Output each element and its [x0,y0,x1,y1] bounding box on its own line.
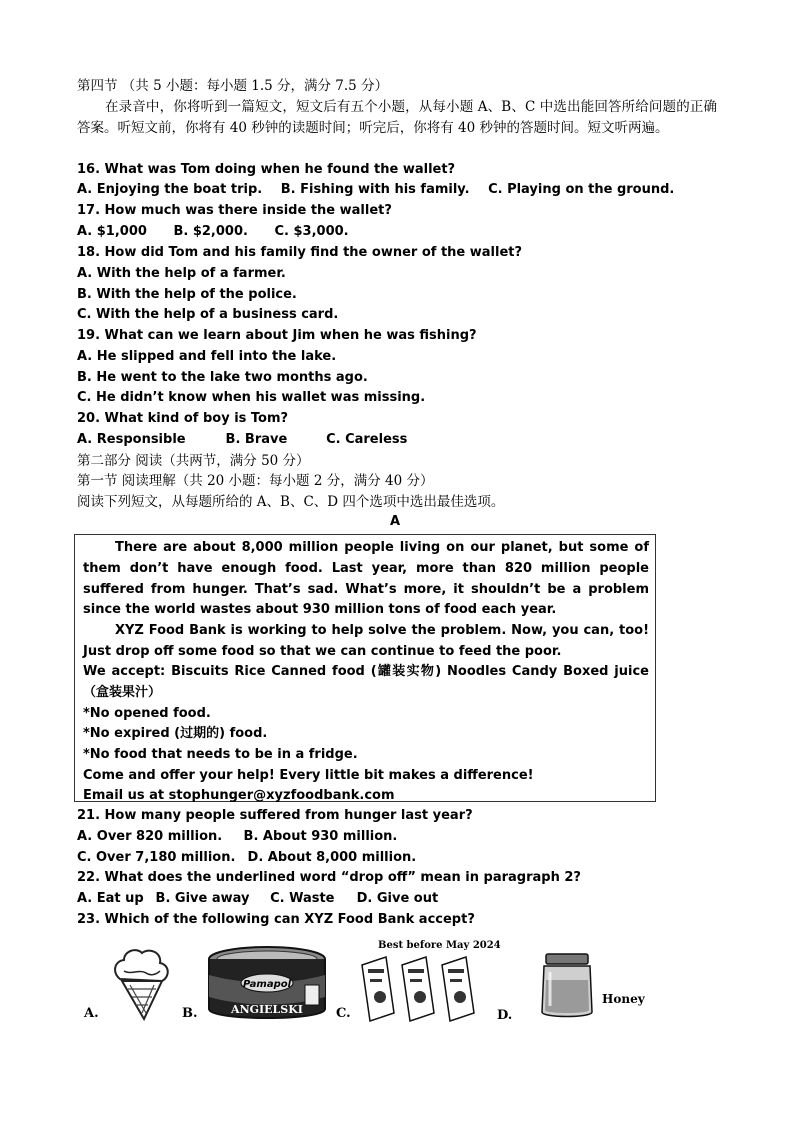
option-c[interactable]: C. $3,000. [274,224,349,239]
question-20: 20. What kind of boy is Tom? [77,411,289,426]
question-17: 17. How much was there inside the wallet? [77,203,392,218]
option-c[interactable]: C. Playing on the ground. [488,182,675,197]
question-19: 19. What can we learn about Jim when he was fishing? [77,328,477,343]
section4-heading: 第四节 （共 5 小题：每小题 1.5 分，满分 7.5 分） [77,78,389,94]
picture-label-a[interactable]: A. [84,1006,99,1021]
best-before-text: Best before May 2024 [378,940,501,951]
option-d[interactable]: D. Give out [356,891,439,906]
passage-paragraph-1: There are about 8,000 million people living on our planet, but some of them don’t have enough food. Last year, more than 820 million people suffered from hunger. That’s sad. What’s more, it shouldn’t be a problem since the world wastes about 930 million tons of food each year. [83,540,649,618]
option-b[interactable]: B. Brave [225,432,288,447]
question-20-options [77,430,407,450]
picture-label-c[interactable]: C. [336,1006,351,1021]
passage-label: A [390,514,401,529]
boxed-juice-icon [356,955,480,1023]
question-19-option-c[interactable]: C. He didn’t know when his wallet was missing. [77,390,426,405]
section4-instruction: 在录音中，你将听到一篇短文，短文后有五个小题，从每小题 A、B、C 中选出能回答所给问题的正确答案。听短文前，你将有 40 秒钟的读题时间；听完后，你将有 40 秒钟的答题时间。短文听两遍。 [77,99,717,136]
passage-box [74,534,656,802]
question-16: 16. What was Tom doing when he found the wallet? [77,162,456,177]
option-a[interactable]: A. $1,000 [77,224,147,239]
question-18-option-c[interactable]: C. With the help of a business card. [77,307,339,322]
question-18: 18. How did Tom and his family find the owner of the wallet? [77,245,523,260]
option-c[interactable]: C. Over 7,180 million. [77,850,236,865]
ice-cream-icon [106,945,178,1023]
question-21-options-row2 [77,848,416,868]
question-17-options [77,222,349,242]
option-a[interactable]: A. Eat up [77,891,144,906]
option-b[interactable]: B. About 930 million. [243,829,398,844]
question-16-options [77,180,674,200]
option-d[interactable]: D. About 8,000 million. [247,850,417,865]
canned-food-icon [205,945,329,1025]
part2-instruction: 阅读下列短文，从每题所给的 A、B、C、D 四个选项中选出最佳选项。 [77,494,505,510]
can-brand-text: Pamapol [242,979,292,990]
option-b[interactable]: B. $2,000. [173,224,248,239]
picture-label-b[interactable]: B. [182,1006,198,1021]
option-a[interactable]: A. Over 820 million. [77,829,223,844]
option-b[interactable]: B. Give away [155,891,250,906]
option-c[interactable]: C. Waste [270,891,335,906]
option-b[interactable]: B. Fishing with his family. [280,182,470,197]
question-19-option-a[interactable]: A. He slipped and fell into the lake. [77,349,337,364]
question-23: 23. Which of the following can XYZ Food Bank accept? [77,912,475,927]
passage-email[interactable]: Email us at stophunger@xyzfoodbank.com [83,788,395,803]
can-label-text: ANGIELSKI [231,1003,303,1016]
question-22-options [77,889,438,909]
passage-call-to-action: Come and offer your help! Every little bit makes a difference! [83,768,534,783]
honey-jar-icon [536,952,598,1020]
option-a[interactable]: A. Responsible [77,432,186,447]
part2-section1-heading: 第一节 阅读理解（共 20 小题：每小题 2 分，满分 40 分） [77,473,434,489]
part2-heading: 第二部分 阅读（共两节，满分 50 分） [77,453,310,469]
passage-paragraph-2: XYZ Food Bank is working to help solve the problem. Now, you can, too! Just drop off some food so that we can continue to feed the poor. [83,623,649,659]
question-21: 21. How many people suffered from hunger last year? [77,808,473,823]
question-18-option-b[interactable]: B. With the help of the police. [77,287,297,302]
passage-accept-list: We accept: Biscuits Rice Canned food (罐装实物) Noodles Candy Boxed juice（盒装果汁） [83,664,649,700]
passage-rule-opened: *No opened food. [83,706,211,721]
question-18-option-a[interactable]: A. With the help of a farmer. [77,266,286,281]
passage-rule-fridge: *No food that needs to be in a fridge. [83,747,358,762]
question-21-options-row1 [77,827,397,847]
option-a[interactable]: A. Enjoying the boat trip. [77,182,263,197]
honey-label: Honey [602,992,645,1006]
question-22: 22. What does the underlined word “drop off” mean in paragraph 2? [77,870,581,885]
option-c[interactable]: C. Careless [326,432,408,447]
passage-rule-expired: *No expired (过期的) food. [83,726,268,741]
picture-label-d[interactable]: D. [497,1008,513,1023]
question-19-option-b[interactable]: B. He went to the lake two months ago. [77,370,368,385]
